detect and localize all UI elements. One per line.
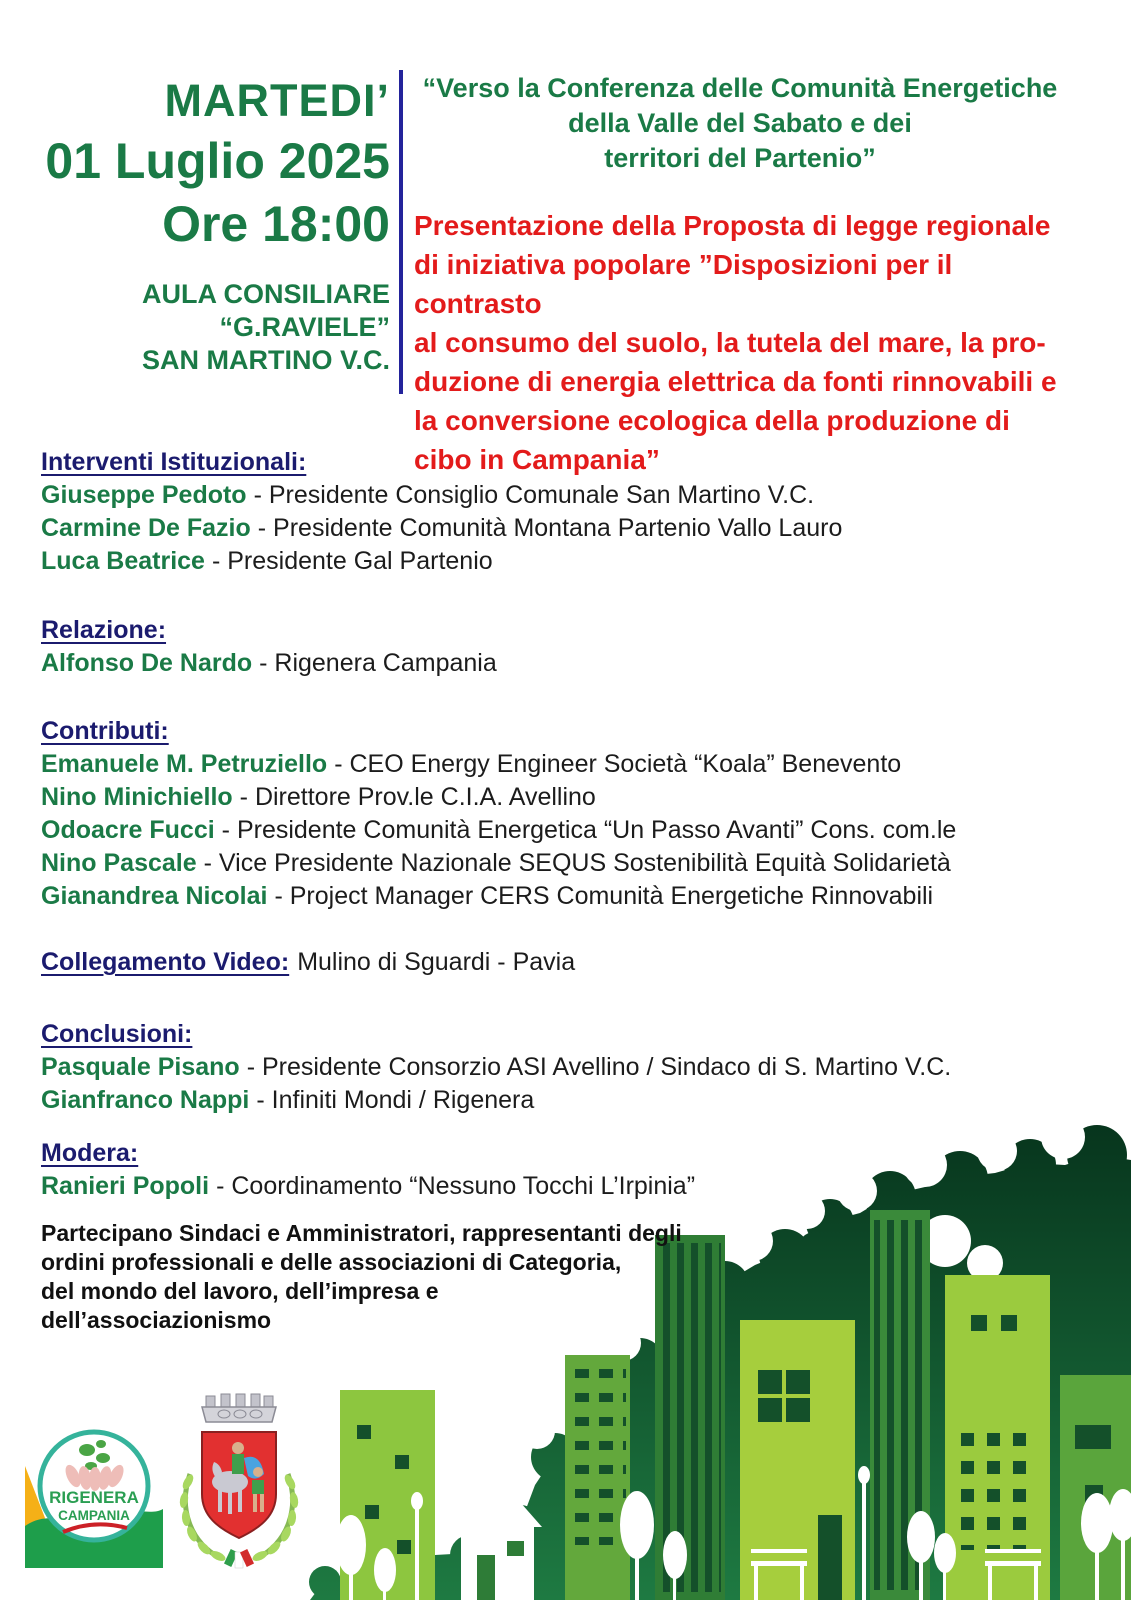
speaker-name: Giuseppe Pedoto [41,481,247,509]
venue-hall: AULA CONSILIARE [142,279,390,309]
section-interventi [41,446,1116,578]
speaker-line [41,479,1116,512]
logo-text-campania: CAMPANIA [58,1508,130,1523]
venue-hall-name: “G.RAVIELE” [219,312,390,342]
speaker-role: - Project Manager CERS Comunità Energetiche Rinnovabili [274,882,934,910]
speaker-line [41,748,1116,781]
event-subtitle-line: di iniziativa popolare ”Disposizioni per il contrasto [414,249,953,319]
san-martino-coat-of-arms [172,1382,306,1574]
speaker-role: - Coordinamento “Nessuno Tocchi L’Irpinia” [216,1172,696,1200]
date-venue-block [0,72,390,377]
speaker-role: - CEO Energy Engineer Società “Koala” Benevento [334,750,902,778]
speaker-name: Gianfranco Nappi [41,1086,250,1114]
speaker-name: Pasquale Pisano [41,1053,240,1081]
speaker-name: Gianandrea Nicolai [41,882,268,910]
event-subtitle-line: duzione di energia elettrica da fonti rinnovabili e [414,366,1057,397]
rigenera-campania-logo [25,1420,163,1568]
speaker-line [41,1170,1116,1203]
speaker-line [41,647,1116,680]
section-heading: Modera: [41,1139,139,1167]
speaker-role: - Presidente Gal Partenio [211,547,493,575]
event-title-line: “Verso la Conferenza delle Comunità Energetiche [422,73,1058,103]
section-collegamento-video [41,946,1116,979]
logo-text-rigenera: RIGENERA [49,1488,139,1507]
speaker-role: - Infiniti Mondi / Rigenera [256,1086,535,1114]
event-day: MARTEDI’ [164,75,390,126]
speaker-line [41,1051,1116,1084]
speaker-name: Nino Minichiello [41,783,233,811]
event-date: 01 Luglio 2025 [45,133,390,189]
speaker-name: Emanuele M. Petruziello [41,750,328,778]
speaker-role: - Presidente Consiglio Comunale San Martino V.C. [253,481,815,509]
speaker-name: Luca Beatrice [41,547,205,575]
participants-line: ordini professionali e delle associazioni di Categoria, [41,1249,622,1275]
section-contributi [41,715,1116,913]
speaker-name: Ranieri Popoli [41,1172,210,1200]
event-title-line: della Valle del Sabato e dei [568,108,912,138]
event-subtitle-line: al consumo del suolo, la tutela del mare, la pro- [414,327,1046,358]
speaker-name: Carmine De Fazio [41,514,251,542]
speaker-line [41,814,1116,847]
house [453,1477,542,1600]
speaker-line [41,1084,1116,1117]
speaker-name: Nino Pascale [41,849,197,877]
speaker-role: - Presidente Consorzio ASI Avellino / Sindaco di S. Martino V.C. [246,1053,952,1081]
speaker-role: - Direttore Prov.le C.I.A. Avellino [239,783,596,811]
speaker-name: Odoacre Fucci [41,816,215,844]
participants-line: dell’associazionismo [41,1307,272,1333]
section-relazione [41,614,1116,680]
speaker-role: - Presidente Comunità Montana Partenio Vallo Lauro [257,514,843,542]
event-subtitle-line: Presentazione della Proposta di legge regionale [414,210,1051,241]
speaker-line [41,545,1116,578]
event-subtitle-line: cibo in Campania” [414,444,660,475]
section-modera [41,1137,1116,1203]
vertical-divider [399,70,403,394]
programme [41,446,1116,1335]
section-heading: Relazione: [41,616,167,644]
speaker-role: - Vice Presidente Nazionale SEQUS Sostenibilità Equità Solidarietà [203,849,951,877]
speaker-line [41,781,1116,814]
mural-crown [202,1394,276,1422]
speaker-line [41,847,1116,880]
event-title [414,71,1066,176]
section-heading: Conclusioni: [41,1020,193,1048]
participants-line: del mondo del lavoro, dell’impresa e [41,1278,439,1304]
speaker-name: Alfonso De Nardo [41,649,253,677]
speaker-role: - Presidente Comunità Energetica “Un Passo Avanti” Cons. com.le [221,816,957,844]
section-heading: Contributi: [41,717,169,745]
speaker-line [41,880,1116,913]
tricolor-ribbon [224,1549,254,1568]
speaker-role: - Rigenera Campania [259,649,497,677]
event-time: Ore 18:00 [162,196,390,252]
section-conclusioni [41,1018,1116,1117]
participants-line: Partecipano Sindaci e Amministratori, rappresentanti degli [41,1220,682,1246]
event-title-line: territori del Partenio” [604,143,876,173]
title-block [414,71,1066,479]
video-link-guest: Mulino di Sguardi - Pavia [297,948,576,976]
speaker-line [41,512,1116,545]
venue-city: SAN MARTINO V.C. [141,345,390,375]
section-heading: Interventi Istituzionali: [41,448,307,476]
section-heading: Collegamento Video: [41,948,290,976]
event-subtitle [414,206,1066,479]
participants-note [41,1219,1116,1335]
event-subtitle-line: la conversione ecologica della produzione di [414,405,1010,436]
venue-block [0,278,390,377]
